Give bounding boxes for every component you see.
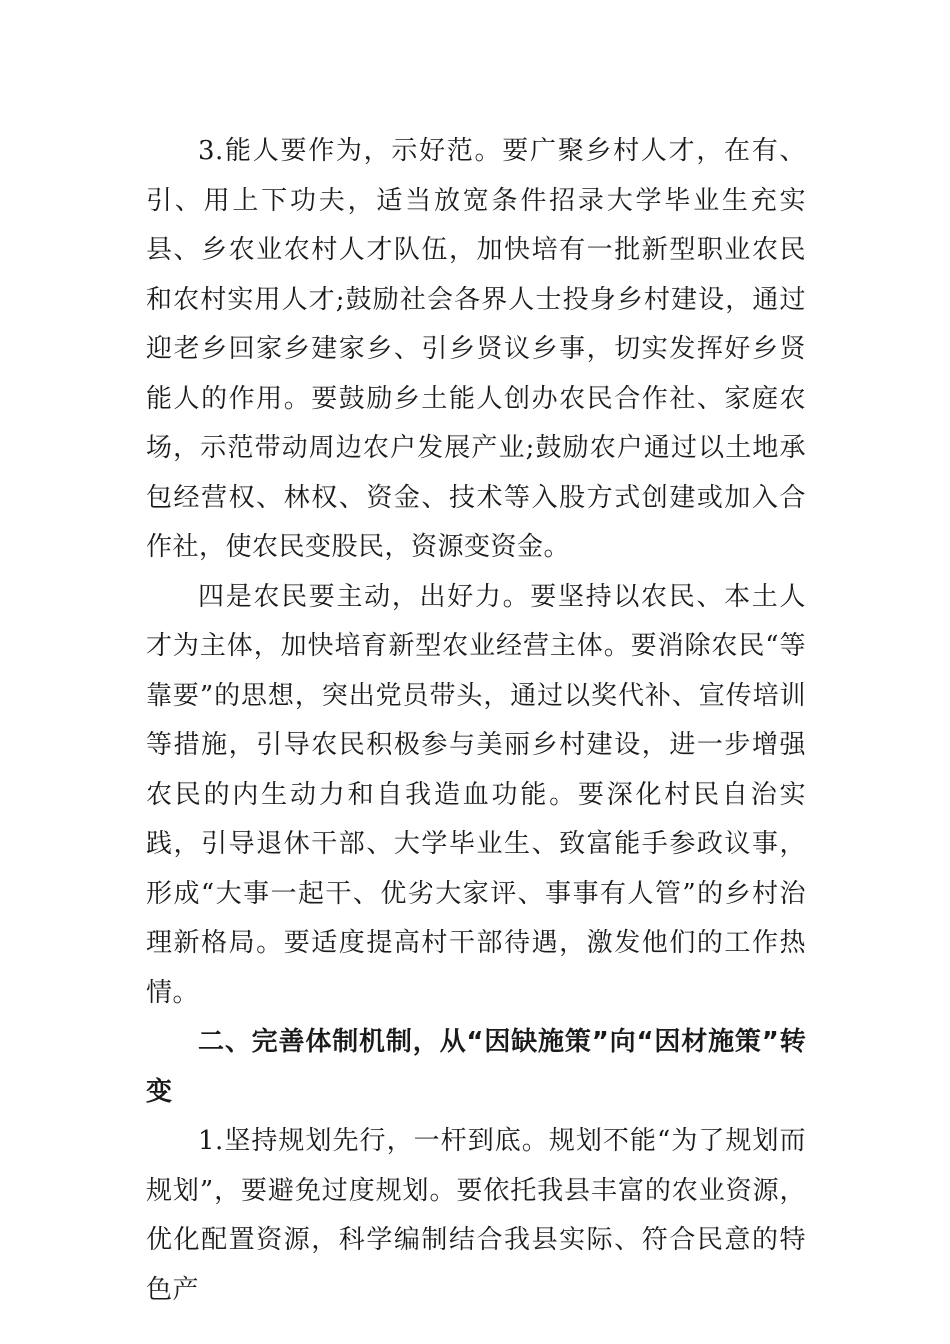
section-heading-mechanism: 二、完善体制机制，从“因缺施策”向“因材施策”转变 — [146, 1027, 806, 1107]
paragraph-planning-first: 1.坚持规划先行，一杆到底。规划不能“为了规划而规划”，要避免过度规划。要依托我县丰富的农业资源，优化配置资源，科学编制结合我县实际、符合民意的特色产 — [146, 1126, 806, 1305]
paragraph-farmers-initiative: 四是农民要主动，出好力。要坚持以农民、本土人才为主体，加快培育新型农业经营主体。要消除农民“等靠要”的思想，突出党员带头，通过以奖代补、宣传培训等措施，引导农民积极参与美丽乡村建设，进一步增强农民的内生动力和自我造血功能。要深化村民自治实践，引导退休干部、大学毕业生、致富能手参政议事，形成“大事一起干、优劣大家评、事事有人管”的乡村治理新格局。要适度提高村干部待遇，激发他们的工作热情。 — [146, 581, 806, 1008]
document-body — [146, 127, 806, 1315]
paragraph-capable-people: 3.能人要作为，示好范。要广聚乡村人才，在有、引、用上下功夫，适当放宽条件招录大学毕业生充实县、乡农业农村人才队伍，加快培有一批新型职业农民和农村实用人才;鼓励社会各界人士投身乡村建设，通过迎老乡回家乡建家乡、引乡贤议乡事，切实发挥好乡贤能人的作用。要鼓励乡土能人创办农民合作社、家庭农场，示范带动周边农户发展产业;鼓励农户通过以土地承包经营权、林权、资金、技术等入股方式创建或加入合作社，使农民变股民，资源变资金。 — [146, 136, 806, 562]
